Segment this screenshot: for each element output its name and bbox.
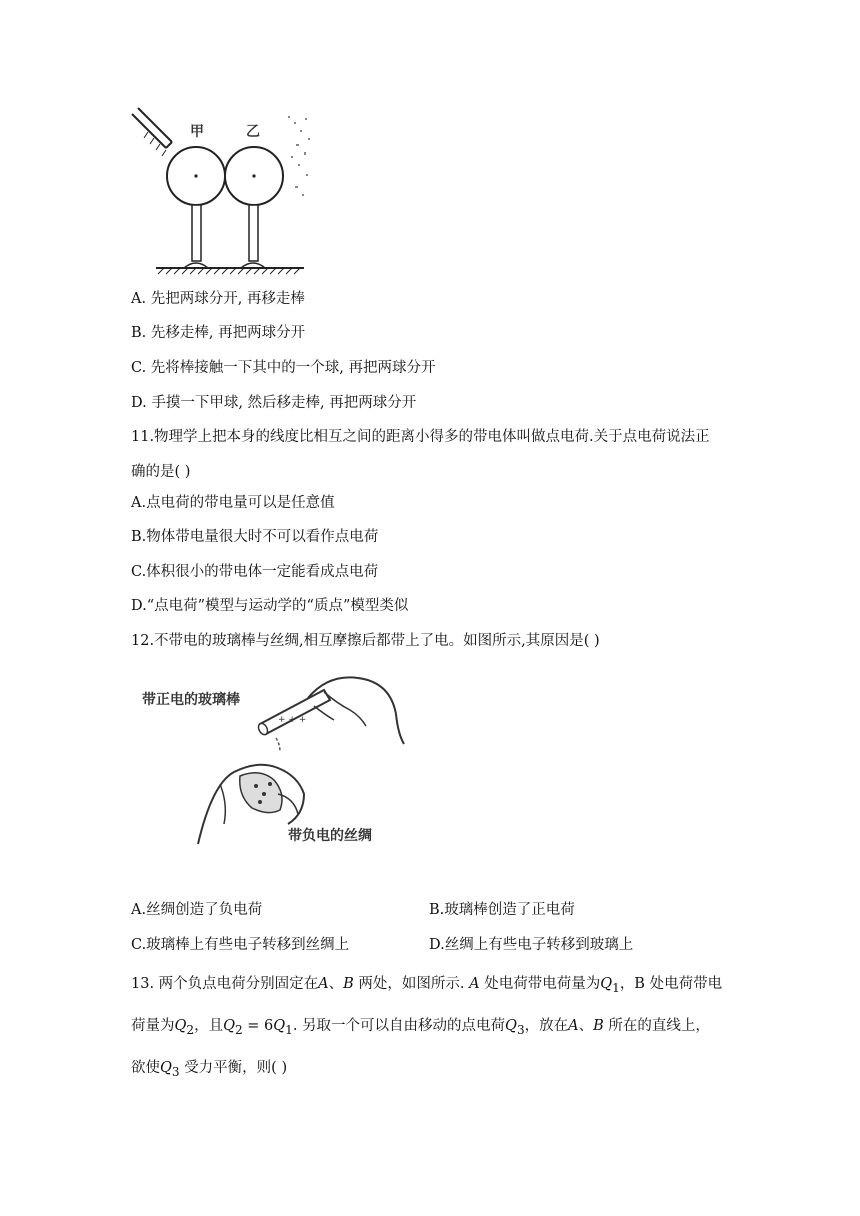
q10-option-a: A. 先把两球分开, 再移走棒 <box>131 291 305 307</box>
q12-option-c: C.玻璃棒上有些电子转移到丝绸上 <box>131 937 350 953</box>
q13-line2: 荷量为$Q_2$，且$Q_2 = 6Q_1$. 另取一个可以自由移动的点电荷$Q_3$，放在A、B 所在的直线上， <box>131 1018 710 1037</box>
q12-option-d: D.丝绸上有些电子转移到玻璃上 <box>429 937 634 953</box>
charged-rod-icon <box>132 108 172 156</box>
q11-option-a: A.点电荷的带电量可以是任意值 <box>131 495 335 511</box>
q10-option-b: B. 先移走棒, 再把两球分开 <box>131 325 306 341</box>
q11-option-c: C.体积很小的带电体一定能看成点电荷 <box>131 564 379 580</box>
q13-line1: 13. 两个负点电荷分别固定在A、B 两处，如图所示. A 处电荷带电荷量为$Q_1$，B 处电荷带电 <box>131 976 723 995</box>
label-positive-glass-rod: 带正电的玻璃棒 <box>142 692 240 708</box>
q12-stem: 12.不带电的玻璃棒与丝绸,相互摩擦后都带上了电。如图所示,其原因是( ) <box>131 633 600 649</box>
label-negative-silk: 带负电的丝绸 <box>288 828 372 844</box>
q11-stem-line1: 11.物理学上把本身的线度比相互之间的距离小得多的带电体叫做点电荷.关于点电荷说法正 <box>131 429 710 445</box>
q10-option-d: D. 手摸一下甲球, 然后移走棒, 再把两球分开 <box>131 395 417 411</box>
label-jia: 甲 <box>190 124 204 140</box>
q10-option-c: C. 先将棒接触一下其中的一个球, 再把两球分开 <box>131 360 436 376</box>
scan-noise <box>288 116 310 196</box>
svg-text:+ + +: + + + <box>278 715 307 725</box>
label-yi: 乙 <box>246 124 260 140</box>
q12-option-b: B.玻璃棒创造了正电荷 <box>429 902 575 918</box>
figure-glass-rod-silk <box>128 664 406 850</box>
q11-option-b: B.物体带电量很大时不可以看作点电荷 <box>131 529 379 545</box>
q11-stem-line2: 确的是( ) <box>131 464 191 480</box>
figure-two-spheres <box>128 104 313 280</box>
q11-option-d: D.“点电荷”模型与运动学的“质点”模型类似 <box>131 598 409 614</box>
q13-line3: 欲使$Q_3$ 受力平衡，则( ) <box>131 1060 288 1079</box>
q12-option-a: A.丝绸创造了负电荷 <box>131 902 263 918</box>
hand-right-icon <box>308 677 404 744</box>
glass-rod-icon <box>257 690 330 736</box>
